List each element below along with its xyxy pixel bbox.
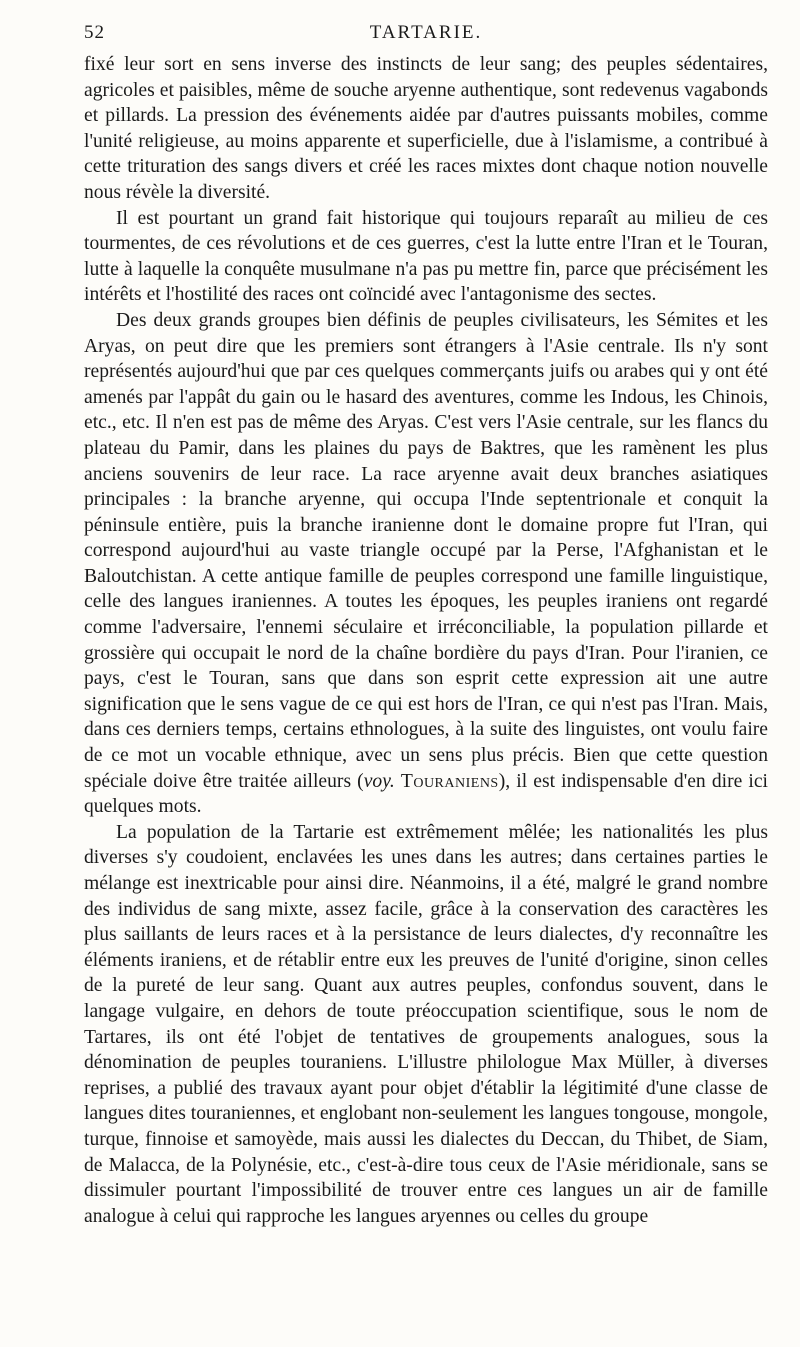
paragraph-4: La population de la Tartarie est extrêmement mêlée; les nationalités les plus diverses s'y coudoient, enclavées les unes dans les autres; dans certaines parties le mélange est inextricable pour ainsi dire. Néanmoins, il a été, malgré le grand nombre des individus de sang mixte, assez facile, grâce à la conservation des caractères les plus saillants de leurs races et à la persistance de leurs dialectes, d'y reconnaître les éléments iraniens, et de rétablir entre eux les preuves de l'unité d'origine, sinon celles de la pureté de leur sang. Quant aux autres peuples, confondus souvent, dans le langage vulgaire, en dehors de toute préoccupation scientifique, sous le nom de Tartares, ils ont été l'objet de tentatives de groupements analogues, sous la dénomination de peuples touraniens. L'illustre philologue Max Müller, à diverses reprises, a publié des travaux ayant pour objet d'établir la légitimité d'une classe de langues dites touraniennes, et englobant non-seulement les langues tongouse, mongole, turque, finnoise et samoyède, mais aussi les dialectes du Deccan, du Thibet, de Siam, de Malacca, de la Polynésie, etc., c'est-à-dire tous ceux de l'Asie méridionale, sans se dissimuler pourtant l'impossibilité de trouver entre ces langues un air de famille analogue à celui qui rapproche les langues aryennes ou celles du groupe: [84, 821, 768, 1227]
paragraph-3-main: Des deux grands groupes bien définis de peuples civilisateurs, les Sémites et les Aryas, on peut dire que les premiers sont étrangers à l'Asie centrale. Ils n'y sont représentés aujourd'hui que par ces quelques commerçants juifs ou arabes qui y ont été amenés par l'appât du gain ou le hasard des aventures, comme les Indous, les Chinois, etc., etc. Il n'en est pas de même des Aryas. C'est vers l'Asie centrale, sur les flancs du plateau du Pamir, dans les plaines du pays de Baktres, que les ramènent les plus anciens souvenirs de leur race. La race aryenne avait deux branches asiatiques principales : la branche aryenne, qui occupa l'Inde septentrionale et conquit la péninsule entière, puis la branche iranienne dont le domaine propre fut l'Iran, qui correspond aujourd'hui au vaste triangle occupé par la Perse, l'Afghanistan et le Baloutchistan. A cette antique famille de peuples correspond une famille linguistique, celle des langues iraniennes. A toutes les époques, les peuples iraniens ont regardé comme l'adversaire, l'ennemi séculaire et irréconciliable, la population pillarde et grossière qui occupait le nord de la chaîne bordière du pays d'Iran. Pour l'iranien, ce pays, c'est le Touran, sans que dans son esprit cette expression ait une autre signification que le sens vague de ce qui est hors de l'Iran, ce qui n'est pas l'Iran. Mais, dans ces derniers temps, certains ethnologues, à la suite des linguistes, ont voulu faire de ce mot un vocable ethnique, avec un sens plus précis. Bien que cette question spéciale doive être traitée ailleurs (: [84, 309, 768, 792]
book-page: [84, 22, 768, 1229]
paragraph-1: fixé leur sort en sens inverse des instincts de leur sang; des peuples sédentaires, agricoles et paisibles, même de souche aryenne authentique, sont redevenus vagabonds et pillards. La pression des événements aidée par d'autres puissants mobiles, comme l'unité religieuse, au moins apparente et superficielle, due à l'islamisme, a contribué à cette trituration des sangs divers et créé les races mixtes dont chaque notion nouvelle nous révèle la diversité.: [84, 54, 768, 203]
running-title: TARTARIE.: [369, 22, 483, 43]
cross-reference-touraniens: Touraniens: [400, 770, 499, 792]
paragraph-2: Il est pourtant un grand fait historique qui toujours reparaît au milieu de ces tourmentes, de ces révolutions et de ces guerres, c'est la lutte entre l'Iran et le Touran, lutte à laquelle la conquête musulmane n'a pas pu mettre fin, parce que précisément les intérêts et l'hostilité des races ont coïncidé avec l'antagonisme des sectes.: [84, 207, 768, 306]
page-number: 52: [84, 22, 105, 43]
body-text: [84, 52, 768, 1229]
cross-reference-voy: voy.: [363, 770, 395, 792]
paragraph-3: [84, 308, 768, 820]
page-header: [84, 22, 768, 52]
paragraph-3-end: ), il est indispensable d'en dire ici quelques mots.: [84, 770, 769, 818]
